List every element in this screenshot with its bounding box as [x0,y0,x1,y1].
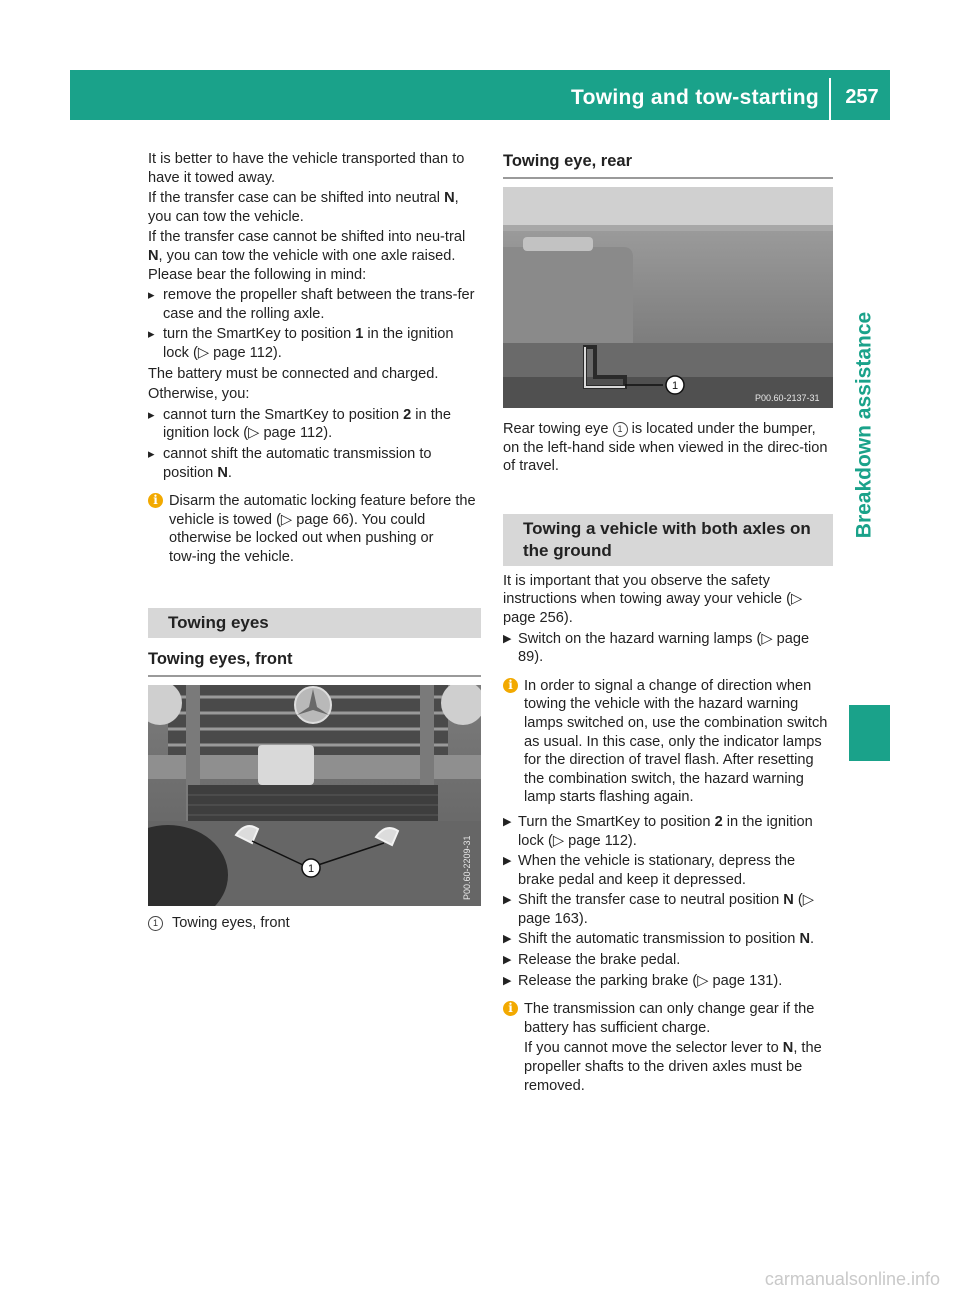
left-column [148,150,481,933]
header-divider [829,78,831,120]
right-column [503,150,833,1097]
paragraph-text: , you can tow the vehicle. [148,190,459,225]
callout-number: 1 [613,422,628,437]
list-item [148,406,481,443]
subsection-heading: Towing eyes, front [148,648,481,677]
paragraph [148,228,481,284]
figure-caption [148,914,481,933]
info-note-text: In order to signal a change of direction when towing the vehicle with the hazard warning lamps switched on, use the combination switch as usual. In this case, only the indicator lamps for the direction of travel flash. After resetting the combination switch, the hazard warning lamp starts flashing again. [524,677,828,806]
list-item-text: in the ignition lock (▷ page 112). [163,406,452,442]
bold-term: N [217,464,228,481]
info-note [503,1000,833,1037]
list-item [148,325,481,362]
bold-term: N [782,1040,794,1057]
side-tab-label: Breakdown assistance [852,311,876,539]
bold-term: 2 [714,813,723,830]
paragraph-text: is located under the bumper, on the left-hand side when viewed in the direc‑tion of travel. [503,421,828,475]
instruction-step-text: Release the parking brake (▷ page 131). [518,972,783,989]
bold-term: 2 [403,406,412,423]
instruction-step-text: Turn the SmartKey to position [518,813,715,830]
paragraph [503,1039,833,1095]
list-item [148,445,481,482]
instruction-step-text: When the vehicle is stationary, depress the brake pedal and keep it depressed. [518,853,796,888]
list-item-text: . [227,464,232,481]
list-item-text: in the ignition lock (▷ page 112). [163,326,454,361]
instruction-step [503,813,833,850]
rear-towing-eye-photo [503,187,833,408]
rear-photo-code: P00.60-2137-31 [755,393,820,403]
side-tab-marker [849,705,890,761]
subsection-heading: Towing eye, rear [503,150,833,179]
info-note-text: Disarm the automatic locking feature before the vehicle is towed (▷ page 66). You could otherwise be locked out when pushing or tow‑ing the vehicle. [169,493,476,565]
bold-term: N [783,892,794,909]
info-icon: i [503,1001,518,1016]
instruction-step-text: Shift the automatic transmission to position [518,931,800,948]
info-note [148,492,481,566]
paragraph-text: If you cannot move the selector lever to [524,1040,783,1057]
instruction-step-text: . [810,931,815,948]
page-header [70,70,890,120]
rear-photo-callout: 1 [671,380,679,392]
instruction-step [503,930,833,949]
paragraph-text: It is better to have the vehicle transported than to have it towed away. [148,151,465,186]
list-item-text: cannot shift the automatic transmission to position [163,445,432,481]
instruction-step-text: Shift the transfer case to neutral position [518,892,784,909]
list-item [148,286,481,323]
instruction-step-text: Switch on the hazard warning lamps (▷ page 89). [518,630,810,666]
paragraph [148,150,481,187]
info-note-text: The transmission can only change gear if the battery has sufficient charge. [524,1001,815,1036]
instruction-step [503,951,833,970]
section-heading-text: Towing a vehicle with both axles on the ground [523,518,811,560]
bold-term: N [148,247,159,264]
paragraph [503,420,833,476]
paragraph-text: Rear towing eye [503,421,613,437]
front-photo-code: P00.60-2209-31 [462,835,472,901]
instruction-step [503,630,833,667]
paragraph [148,189,481,226]
paragraph [148,365,481,384]
list-item-text: remove the propeller shaft between the trans‑fer case and the rolling axle. [163,287,475,322]
list-item-text: turn the SmartKey to position [163,326,356,343]
instruction-step-text: Release the brake pedal. [518,952,681,969]
paragraph-text: The battery must be connected and charged. [148,365,439,382]
instruction-step-text: (▷ page 163). [518,892,814,927]
info-icon: i [503,678,518,693]
footer-watermark: carmanualsonline.info [764,1269,940,1289]
paragraph [148,385,481,404]
bold-term: N [444,190,455,207]
paragraph-text: , you can tow the vehicle with one axle raised. Please bear the following in mind: [148,247,456,283]
section-heading [148,608,481,638]
instruction-step-text: in the ignition lock (▷ page 112). [518,813,813,849]
paragraph-text: Otherwise, you: [148,386,250,403]
instruction-step [503,852,833,889]
section-heading-text: Towing eyes [168,613,269,633]
paragraph [503,572,833,628]
paragraph-text: , the propeller shafts to the driven axles must be removed. [524,1040,822,1094]
paragraph-text: It is important that you observe the safety instructions when towing away your vehicle (▷ page 256). [503,572,803,626]
front-photo-callout: 1 [307,863,315,876]
info-note [503,677,833,807]
page-number: 257 [845,86,879,108]
paragraph-text: If the transfer case cannot be shifted into neu‑tral [148,229,466,246]
bold-term: N [799,931,811,948]
figure-caption-text: Towing eyes, front [172,915,290,932]
side-tab [840,130,890,720]
instruction-step [503,891,833,928]
header-title: Towing and tow-starting [571,86,819,109]
paragraph-text: If the transfer case can be shifted into neutral [148,190,445,207]
info-icon: i [148,493,163,508]
section-heading [503,514,833,566]
list-item-text: cannot turn the SmartKey to position [163,406,404,423]
front-towing-eyes-photo [148,685,481,906]
callout-number: 1 [148,916,163,931]
bold-term: 1 [355,326,364,343]
instruction-step [503,972,833,991]
